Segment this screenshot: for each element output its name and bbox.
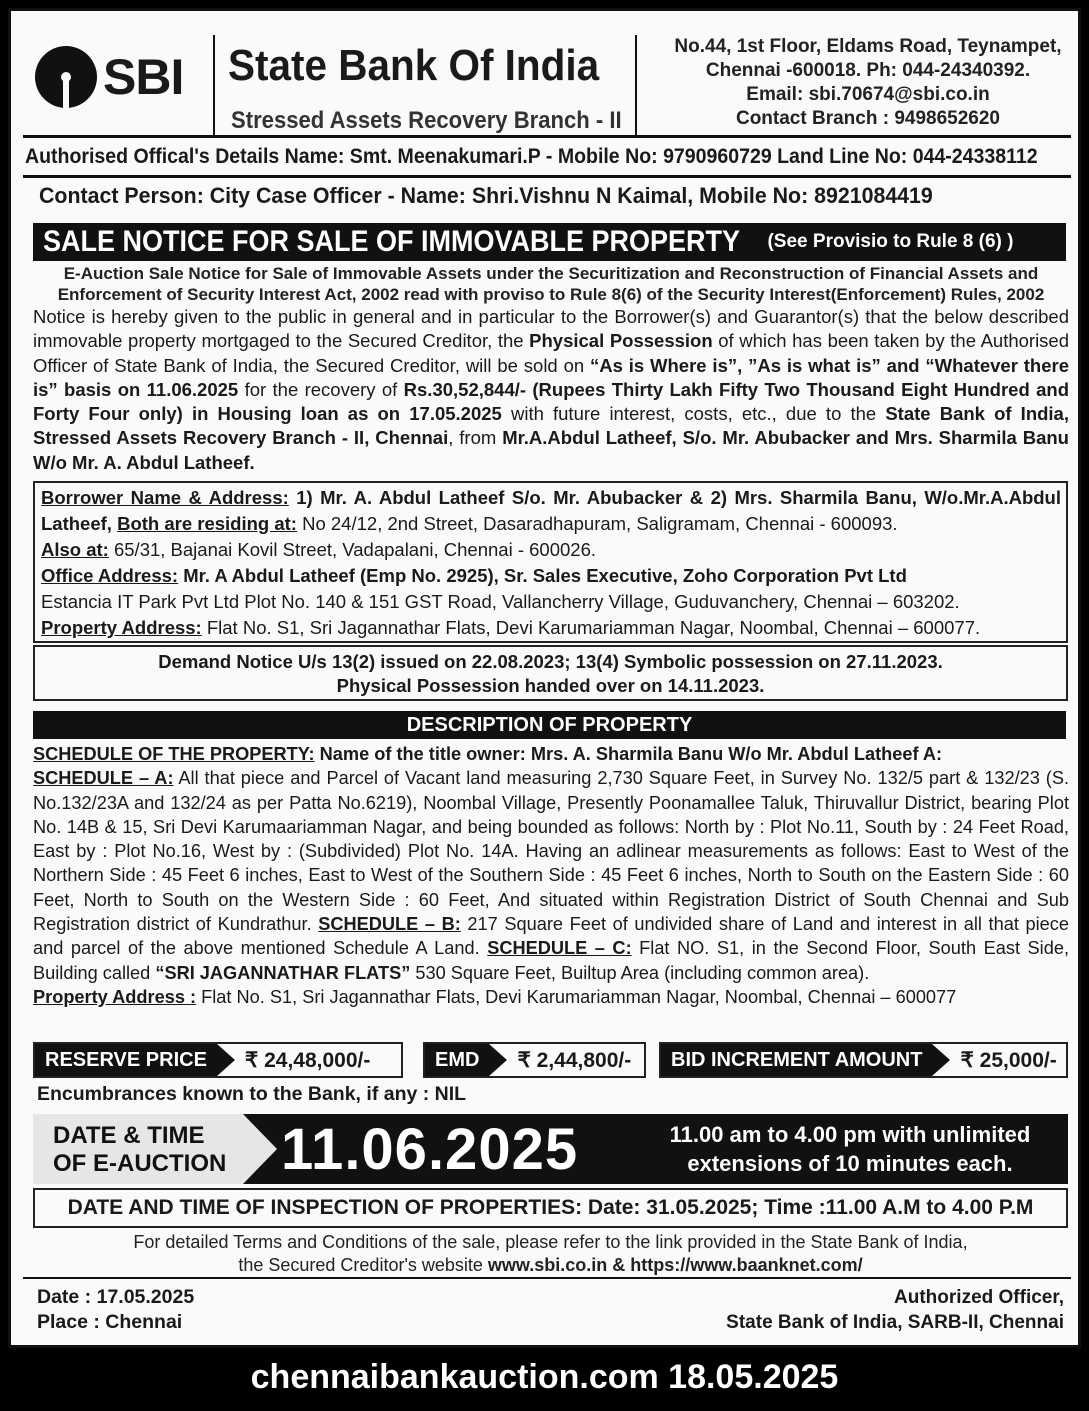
also-at-address: 65/31, Bajanai Kovil Street, Vadapalani, Chennai - 600026. [108, 539, 597, 560]
authorized-officer: Authorized Officer, [894, 1287, 1064, 1308]
intro-bold: State Bank of India, Stressed Assets Recovery Branch - II, Chennai [33, 403, 1069, 449]
emd-label: EMD [425, 1044, 489, 1076]
reserve-price-value: ₹ 24,48,000/- [244, 1048, 371, 1072]
website-links[interactable]: www.sbi.co.in & https://www.baanknet.com/ [487, 1255, 863, 1275]
terms-note [33, 1231, 1068, 1277]
divider [23, 1277, 1071, 1279]
residing-address: No 24/12, 2nd Street, Dasaradhapuram, Saligramam, Chennai - 600093. [296, 513, 898, 534]
address-line: Contact Branch : 9498652620 [735, 108, 1000, 129]
borrower-box [33, 481, 1068, 643]
office-employee: Mr. A Abdul Latheef (Emp No. 2925), Sr. Sales Executive, Zoho Corporation Pvt Ltd [178, 565, 907, 586]
reserve-price-label: RESERVE PRICE [35, 1044, 217, 1076]
emd-value: ₹ 2,44,800/- [517, 1048, 632, 1072]
schedule-label: SCHEDULE OF THE PROPERTY: [33, 744, 315, 764]
intro-bold: “As is Where is”, ”As is what is” and “Whatever there is” basis on 11.06.2025 [33, 354, 1070, 400]
signoff-bank: State Bank of India, SARB-II, Chennai [726, 1312, 1064, 1333]
signoff-right [726, 1285, 1064, 1335]
address-line: No.44, 1st Floor, Eldams Road, Teynampet, [674, 36, 1062, 57]
encumbrance-line: Encumbrances known to the Bank, if any : NIL [37, 1083, 467, 1105]
authorised-officer-line: Authorised Offical's Details Name: Smt. Meenakumari.P - Mobile No: 9790960729 Land Line No: 044-24338112 [25, 145, 1038, 168]
reserve-price-box [33, 1042, 403, 1078]
signoff-left [37, 1285, 194, 1335]
terms-line: For detailed Terms and Conditions of the sale, please refer to the link provided in the State Bank of India, [133, 1232, 968, 1252]
office-address: Estancia IT Park Pvt Ltd Plot No. 140 & 151 GST Road, Vallancherry Village, Guduvanchery, Chennai – 603202. [41, 591, 960, 612]
intro-text: for the recovery of [238, 378, 404, 400]
bid-increment-label: BID INCREMENT AMOUNT [661, 1044, 932, 1076]
building-name: “SRI JAGANNATHAR FLATS” [155, 962, 411, 983]
schedule-c-label: SCHEDULE – C: [487, 938, 632, 959]
logo-text: SBI [103, 49, 184, 105]
title-owner: Name of the title owner: Mrs. A. Sharmila Banu W/o Mr. Abdul Latheef A: [314, 744, 943, 764]
schedule-c-text: 530 Square Feet, Builtup Area (including common area). [410, 962, 870, 983]
bank-name: State Bank Of India [228, 41, 600, 90]
schedule-a-text: All that piece and Parcel of Vacant land measuring 2,730 Square Feet, in Survey No. 132/5 part & 132/23 (S. No.132/23A and 132/24 as per Patta No.6219), Noombal Village, Presently Poonamallee Taluk, Thiruvallur District, bearing Plot No. 14B & 15, Sri Devi Karumaariamman Nagar, and being bounded as follows: North by : Plot No.11, South by : 24 Feet Road, East by : Plot No.16, West by : (Subdivided) Plot No. 14A. Having an adlinear measurements as follows: East to West of the Northern Side : 45 Feet 6 inches, East to West of the Southern Side : 45 Feet 6 inches, North to South on the Eastern Side : 60 Feet, North to South on the Western Side : 60 Feet, And situated within Registration District of South Chennai and Sub Registration district of Kundrathur. [33, 768, 1070, 935]
property-label: Property Address: [41, 617, 202, 638]
sbi-logo-icon [35, 46, 97, 108]
description-heading: DESCRIPTION OF PROPERTY [33, 711, 1066, 739]
auction-date: 11.06.2025 [281, 1117, 579, 1182]
borrower-label: Borrower Name & Address: [41, 487, 289, 508]
property-description [33, 742, 1069, 1009]
divider [213, 35, 215, 135]
schedule-b-label: SCHEDULE – B: [318, 914, 461, 935]
borrower-details [41, 485, 1061, 641]
property-address-text: Flat No. S1, Sri Jagannathar Flats, Devi Karumariamman Nagar, Noombal, Chennai – 600077 [196, 986, 957, 1007]
property-address: Flat No. S1, Sri Jagannathar Flats, Devi Karumariamman Nagar, Noombal, Chennai – 600077. [201, 617, 981, 638]
divider [23, 135, 1071, 138]
emd-box [423, 1042, 646, 1078]
schedule-c-text: Flat NO. S1, in the Second Floor, South East Side, Building called [33, 938, 1069, 983]
auction-label-line: OF E-AUCTION [53, 1150, 227, 1177]
auction-time-line: extensions of 10 minutes each. [687, 1151, 1013, 1176]
schedule-b-text: 217 Square Feet of undivided share of Land and interest in all that piece and parcel of the above mentioned Schedule A Land. [33, 914, 1069, 959]
sale-notice [8, 8, 1081, 1348]
intro-text: , from [448, 427, 503, 449]
intro-paragraph [33, 305, 1069, 475]
auction-box [33, 1114, 1068, 1184]
title-bar [33, 223, 1066, 261]
intro-bold: Mr.A.Abdul Latheef, S/o. Mr. Abubacker and Mrs. Sharmila Banu W/o Mr. A. Abdul Latheef. [33, 427, 1069, 473]
bid-increment-value: ₹ 25,000/- [960, 1048, 1057, 1072]
divider [635, 35, 637, 135]
notice-subtitle: (See Provisio to Rule 8 (6) ) [767, 231, 1014, 252]
address-line: Chennai -600018. Ph: 044-24340392. [705, 60, 1031, 81]
terms-line: the Secured Creditor's website [238, 1255, 488, 1275]
header [23, 21, 1073, 141]
sbi-logo [35, 29, 207, 125]
intro-text: of which has been taken by the Authorised Officer of State Bank of India, the Secured Creditor, will be sold on [33, 330, 1070, 376]
demand-box [33, 645, 1068, 701]
bid-increment-box [659, 1042, 1068, 1078]
branch-name: Stressed Assets Recovery Branch - II [231, 107, 622, 134]
possession-line: Physical Possession handed over on 14.11.2023. [336, 675, 765, 696]
divider [23, 175, 1071, 178]
office-label: Office Address: [41, 565, 179, 586]
demand-line: Demand Notice U/s 13(2) issued on 22.08.2023; 13(4) Symbolic possession on 27.11.2023. [158, 651, 943, 672]
intro-bold: Physical Possession [529, 330, 713, 352]
intro-bold: Rs.30,52,844/- (Rupees Thirty Lakh Fifty Two Thousand Eight Hundred and Forty Four only) in Housing loan as on 17.05.2025 [33, 378, 1070, 425]
auction-label-line: DATE & TIME [53, 1122, 205, 1149]
auction-time-line: 11.00 am to 4.00 pm with unlimited [669, 1122, 1031, 1147]
notice-place: Place : Chennai [37, 1311, 183, 1333]
demand-notice [35, 647, 1066, 698]
notice-date: Date : 17.05.2025 [37, 1286, 195, 1308]
email-link[interactable]: Email: sbi.70674@sbi.co.in [746, 84, 990, 105]
borrower-names: 1) Mr. A. Abdul Latheef S/o. Mr. Abubacker & 2) Mrs. Sharmila Banu, W/o.Mr.A.Abdul Latheef, [41, 487, 1061, 534]
auction-time [645, 1120, 1055, 1178]
branch-address [653, 35, 1083, 131]
intro-text: Notice is hereby given to the public in general and in particular to the Borrower(s) and Guarantor(s) that the below described immovable property mortgaged to the Secured Creditor, the [33, 306, 1069, 352]
residing-label: Both are residing at: [117, 513, 297, 534]
auction-label [33, 1114, 243, 1184]
property-address-label: Property Address : [33, 986, 197, 1007]
intro-text: with future interest, costs, etc., due to the [501, 403, 886, 425]
also-at-label: Also at: [41, 539, 109, 560]
schedule-a-label: SCHEDULE – A: [33, 768, 174, 789]
footer-watermark: chennaibankauction.com 18.05.2025 [250, 1358, 839, 1396]
notice-title: SALE NOTICE FOR SALE OF IMMOVABLE PROPERTY [43, 225, 741, 258]
contact-person-line: Contact Person: City Case Officer - Name: Shri.Vishnu N Kaimal, Mobile No: 8921084419 [39, 183, 933, 208]
intro-heading: E-Auction Sale Notice for Sale of Immovable Assets under the Securitization and Reconstruction of Financial Assets and Enforcement of Security Interest Act, 2002 read with proviso to Rule 8(6) of the Security Interest(Enforcement) Rules, 2002 [57, 264, 1045, 304]
inspection-box: DATE AND TIME OF INSPECTION OF PROPERTIES: Date: 31.05.2025; Time :11.00 A.M to 4.00 P.M [33, 1188, 1068, 1228]
